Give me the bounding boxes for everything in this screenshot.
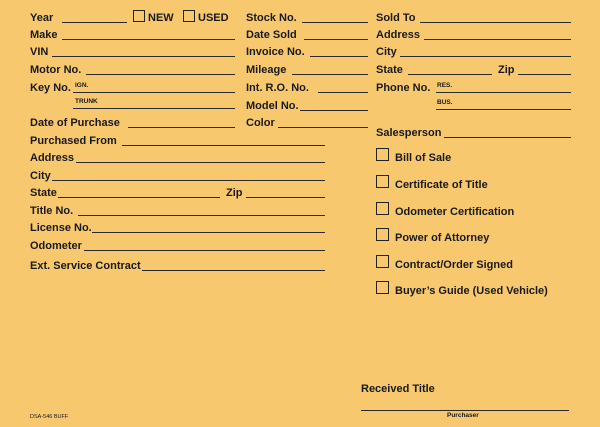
buyer-city-label: City [376,46,397,58]
new-checkbox[interactable] [133,10,145,22]
res-label: RES. [437,82,453,89]
received-title-label: Received Title [361,383,435,395]
vin-line[interactable] [52,56,235,57]
key-no-label: Key No. [30,82,71,94]
certificate-of-title-label: Certificate of Title [395,179,488,191]
model-no-label: Model No. [246,100,299,112]
invoice-no-line[interactable] [310,56,368,57]
ext-service-contract-line[interactable] [142,270,325,271]
form-code: DSA-546 BUFF [30,414,69,420]
vin-label: VIN [30,46,49,58]
color-line[interactable] [278,127,368,128]
stock-no-line[interactable] [302,22,368,23]
odometer-label: Odometer [30,240,82,252]
phone-res-line[interactable] [436,92,571,93]
buyer-address-label: Address [376,29,421,41]
motor-no-line[interactable] [86,74,235,75]
state-line[interactable] [58,197,220,198]
odometer-certification-label: Odometer Certification [395,206,515,218]
city-label: City [30,170,51,182]
salesperson-label: Salesperson [376,127,442,139]
int-ro-no-line[interactable] [318,92,368,93]
make-label: Make [30,29,58,41]
bus-label: BUS. [437,99,453,106]
stock-no-label: Stock No. [246,12,297,24]
model-no-line[interactable] [300,110,368,111]
phone-bus-line[interactable] [436,109,571,110]
ext-service-contract-label: Ext. Service Contract [30,260,141,272]
key-trunk-line[interactable] [73,108,235,109]
mileage-line[interactable] [292,74,368,75]
trunk-label: TRUNK [75,98,98,105]
buyer-state-label: State [376,64,403,76]
buyer-address-line[interactable] [424,39,571,40]
buyers-guide-checkbox[interactable] [376,281,389,294]
new-label: NEW [148,12,174,24]
date-of-purchase-label: Date of Purchase [30,117,120,129]
date-sold-label: Date Sold [246,29,297,41]
zip-line[interactable] [246,197,325,198]
odometer-line[interactable] [84,250,325,251]
sold-to-label: Sold To [376,12,416,24]
motor-no-label: Motor No. [30,64,82,76]
buyers-guide-label: Buyer’s Guide (Used Vehicle) [395,285,548,297]
license-no-label: License No. [30,222,92,234]
odometer-certification-checkbox[interactable] [376,202,389,215]
address-line[interactable] [76,162,325,163]
purchaser-label: Purchaser [447,412,479,419]
color-label: Color [246,117,275,129]
license-no-line[interactable] [92,232,325,233]
sold-to-line[interactable] [420,22,571,23]
buyer-state-line[interactable] [408,74,492,75]
certificate-of-title-checkbox[interactable] [376,175,389,188]
date-of-purchase-line[interactable] [128,127,235,128]
title-no-label: Title No. [30,205,74,217]
city-line[interactable] [52,180,325,181]
purchased-from-label: Purchased From [30,135,117,147]
contract-order-signed-label: Contract/Order Signed [395,259,513,271]
year-label: Year [30,12,54,24]
phone-no-label: Phone No. [376,82,431,94]
buyer-zip-label: Zip [498,64,515,76]
key-ign-line[interactable] [73,92,235,93]
address-label: Address [30,152,75,164]
state-label: State [30,187,57,199]
buyer-zip-line[interactable] [518,74,571,75]
bill-of-sale-checkbox[interactable] [376,148,389,161]
year-line[interactable] [62,22,127,23]
bill-of-sale-label: Bill of Sale [395,152,452,164]
contract-order-signed-checkbox[interactable] [376,255,389,268]
used-checkbox[interactable] [183,10,195,22]
make-line[interactable] [62,39,235,40]
power-of-attorney-checkbox[interactable] [376,228,389,241]
invoice-no-label: Invoice No. [246,46,305,58]
power-of-attorney-label: Power of Attorney [395,232,490,244]
zip-label: Zip [226,187,243,199]
used-label: USED [198,12,229,24]
purchased-from-line[interactable] [122,145,325,146]
salesperson-line[interactable] [444,137,571,138]
int-ro-no-label: Int. R.O. No. [246,82,309,94]
buyer-city-line[interactable] [400,56,571,57]
ign-label: IGN. [75,82,89,89]
purchaser-signature-line[interactable] [361,410,569,411]
title-no-line[interactable] [78,215,325,216]
mileage-label: Mileage [246,64,287,76]
date-sold-line[interactable] [304,39,368,40]
